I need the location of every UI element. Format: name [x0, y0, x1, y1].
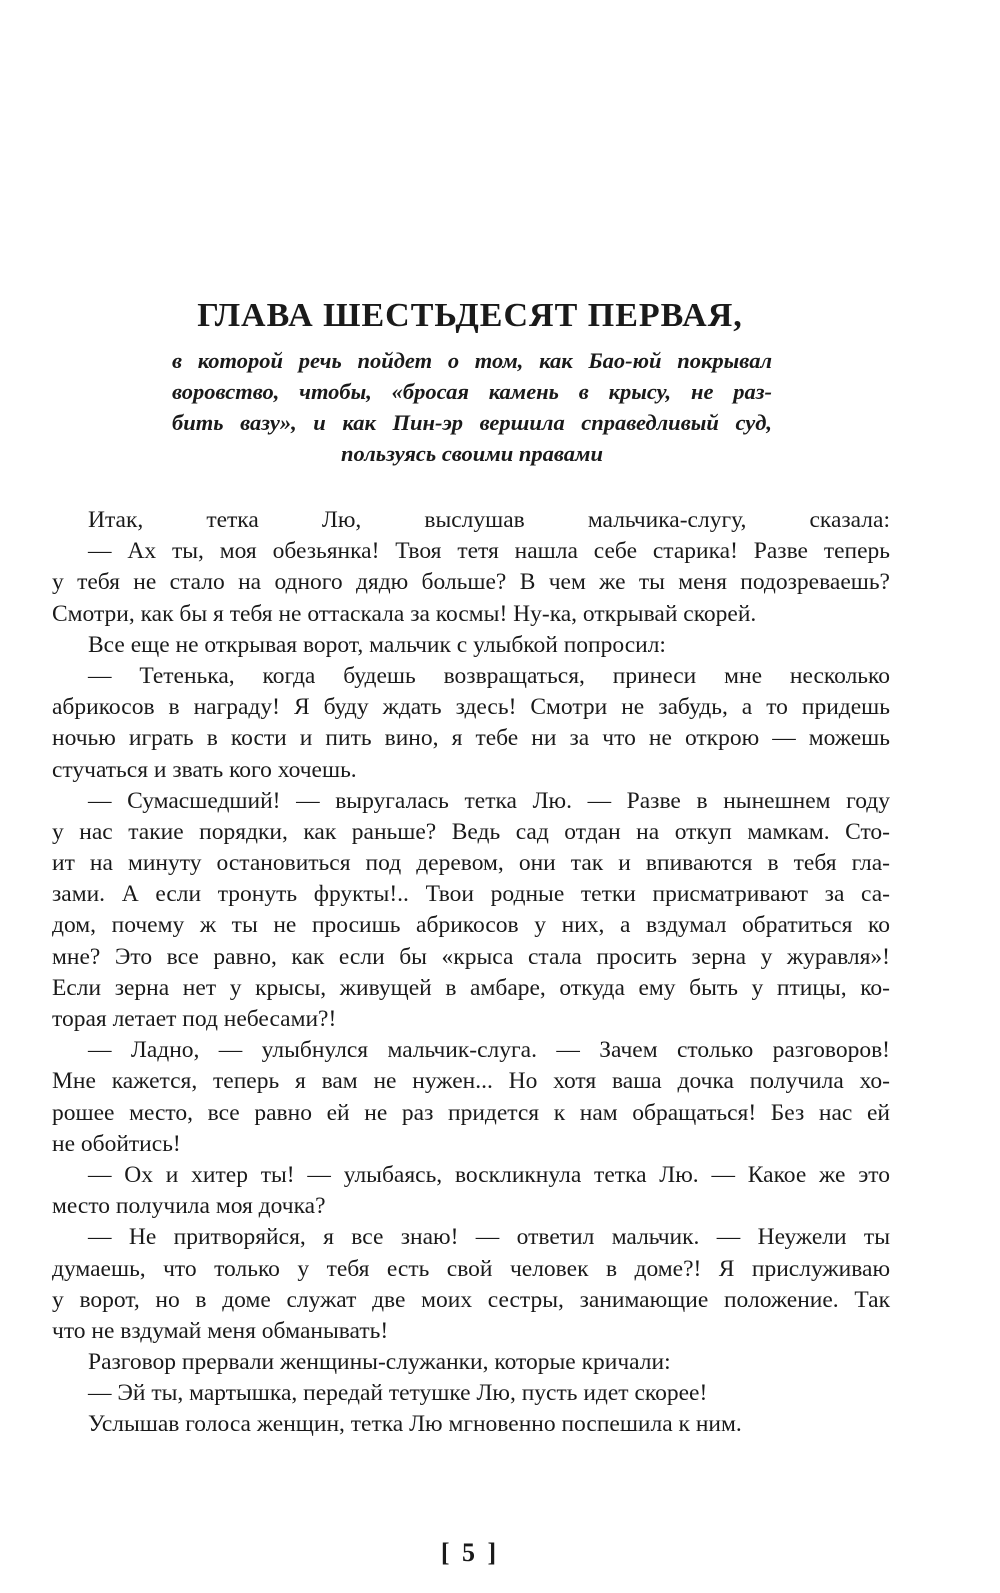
text-line: абрикосов в награду! Я буду ждать здесь! Смотри не забудь, а то придешь — [52, 694, 890, 721]
text-line: — Не притворяйся, я все знаю! — ответил мальчик. — Неужели ты — [88, 1224, 890, 1251]
text-line: Разговор прервали женщины-служанки, которые кричали: — [88, 1349, 671, 1376]
subtitle-line: в которой речь пойдет о том, как Бао-юй покрывал — [172, 348, 772, 373]
text-line: мне? Это все равно, как если бы «крыса стала просить зерна у журавля»! — [52, 943, 890, 970]
text-line: — Тетенька, когда будешь возвращаться, принеси мне несколько — [88, 662, 890, 689]
text-line: Если зерна нет у крысы, живущей в амбаре, откуда ему быть у птицы, ко- — [52, 974, 890, 1001]
text-line: что не вздумай меня обманывать! — [52, 1317, 389, 1344]
text-line: не обойтись! — [52, 1130, 181, 1157]
subtitle-line: бить вазу», и как Пин-эр вершила справедливый суд, — [172, 410, 772, 435]
chapter-title: ГЛАВА ШЕСТЬДЕСЯТ ПЕРВАЯ, — [197, 297, 743, 334]
text-line: стучаться и звать кого хочешь. — [52, 756, 357, 783]
text-line: Мне кажется, теперь я вам не нужен... Но хотя ваша дочка получила хо- — [52, 1068, 890, 1095]
text-line: ит на минуту остановиться под деревом, они так и впиваются в тебя гла- — [52, 850, 890, 877]
text-line: зами. А если тронуть фрукты!.. Твои родные тетки присматривают за са- — [52, 881, 890, 908]
subtitle-line: пользуясь своими правами — [341, 441, 603, 466]
text-line: дом, почему ж ты не просишь абрикосов у них, а вздумал обратиться ко — [52, 912, 890, 939]
text-line: у нас такие порядки, как раньше? Ведь сад отдан на откуп мамкам. Сто- — [52, 818, 890, 845]
text-line: у ворот, но в доме служат две моих сестры, занимающие положение. Так — [52, 1286, 890, 1313]
text-line: рошее место, все равно ей не раз придется к нам обращаться! Без нас ей — [52, 1099, 890, 1126]
text-line: думаешь, что только у тебя есть свой человек в доме?! Я прислуживаю — [52, 1255, 890, 1282]
text-line: — Сумасшедший! — выругалась тетка Лю. — Разве в нынешнем году — [88, 787, 890, 814]
text-line: Все еще не открывая ворот, мальчик с улыбкой попросил: — [88, 631, 666, 658]
text-line: торая летает под небесами?! — [52, 1006, 337, 1032]
text-line: — Эй ты, мартышка, передай тетушке Лю, пусть идет скорее! — [88, 1380, 708, 1407]
text-line: место получила моя дочка? — [52, 1193, 326, 1220]
text-line: — Ох и хитер ты! — улыбаясь, воскликнула тетка Лю. — Какое же это — [88, 1161, 890, 1188]
text-line: — Ах ты, моя обезьянка! Твоя тетя нашла себе старика! Разве теперь — [88, 538, 890, 565]
text-line: Смотри, как бы я тебя не оттаскала за космы! Ну-ка, открывай скорей. — [52, 600, 757, 627]
text-line: Итак, тетка Лю, выслушав мальчика-слугу, сказала: — [88, 507, 890, 533]
text-line: у тебя не стало на одного дядю больше? В чем же ты меня подозреваешь? — [52, 569, 890, 596]
text-line: — Ладно, — улыбнулся мальчик-слуга. — Зачем столько разговоров! — [88, 1037, 890, 1064]
text-line: Услышав голоса женщин, тетка Лю мгновенно поспешила к ним. — [88, 1411, 742, 1438]
subtitle-line: воровство, чтобы, «бросая камень в крысу, не раз- — [172, 379, 772, 404]
body-text — [52, 505, 890, 1441]
chapter-subtitle — [172, 345, 772, 469]
text-line: ночью играть в кости и пить вино, я тебе ни за что не открою — можешь — [52, 725, 890, 752]
page-number: [ 5 ] — [440, 1538, 500, 1567]
